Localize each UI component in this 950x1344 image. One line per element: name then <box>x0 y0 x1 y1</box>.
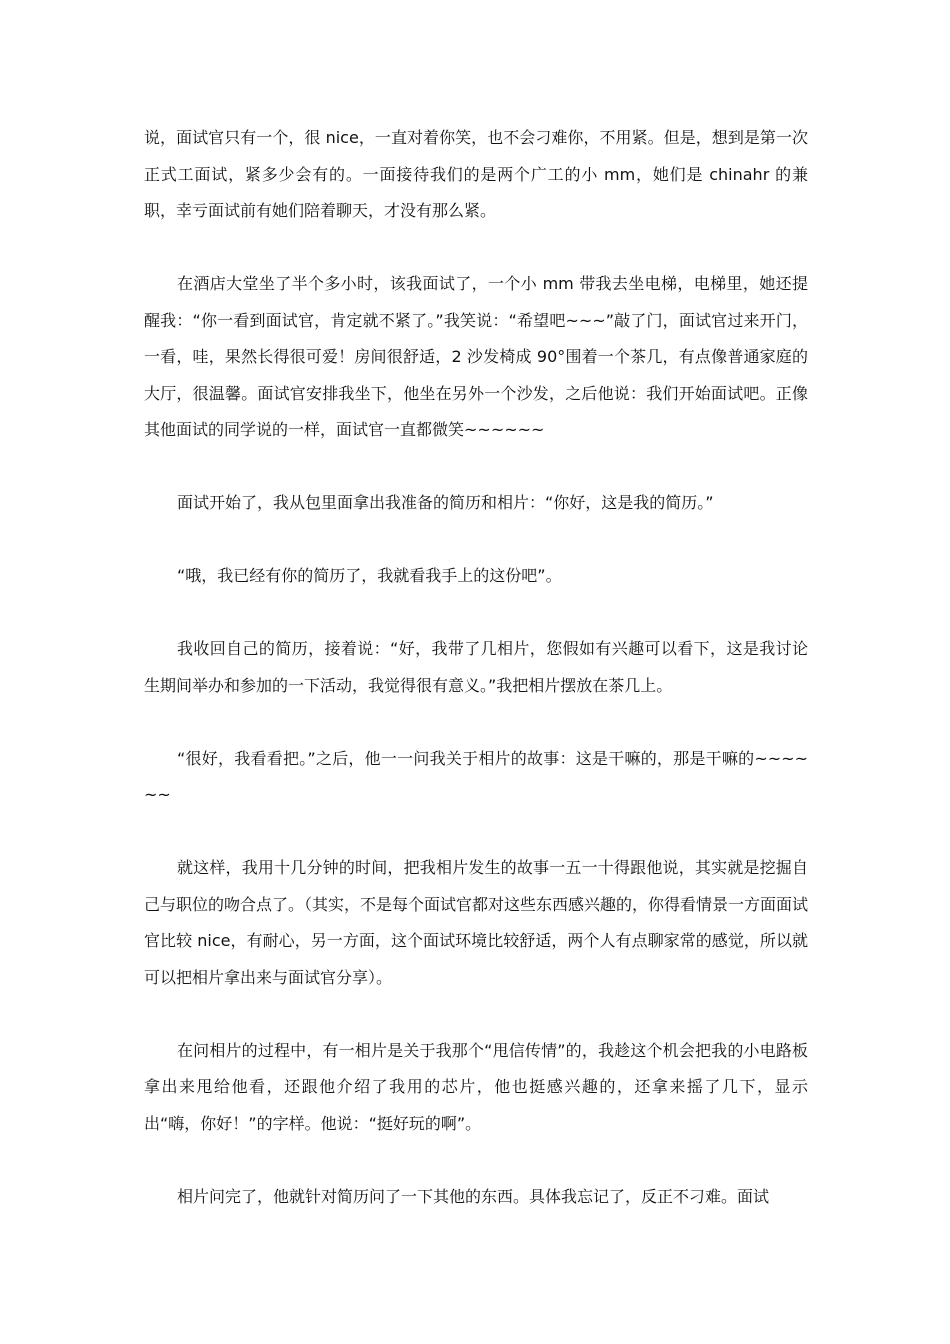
paragraph: “哦，我已经有你的简历了，我就看我手上的这份吧”。 <box>177 566 562 585</box>
paragraph: 我收回自己的简历，接着说：“好，我带了几相片，您假如有兴趣可以看下，这是我讨论生期间举办和参加的一下活动，我觉得很有意义。”我把相片摆放在茶几上。 <box>144 639 808 695</box>
paragraph: 相片问完了，他就针对简历问了一下其他的东西。具体我忘记了，反正不刁难。面试 <box>177 1186 770 1206</box>
document-body <box>144 120 808 1252</box>
paragraph: 就这样，我用十几分钟的时间，把我相片发生的故事一五一十得跟他说，其实就是挖掘自己与职位的吻合点了。（其实，不是每个面试官都对这些东西感兴趣的，你得看情景一方面面试官比较 nice，有耐心，另一方面，这个面试环境比较舒适，两个人有点聊家常的感觉，所以就可以把相片拿出来与面试官分享）。 <box>144 858 809 987</box>
paragraph: 说，面试官只有一个，很 nice，一直对着你笑，也不会刁难你，不用紧。但是，想到是第一次正式工面试，紧多少会有的。一面接待我们的是两个广工的小 mm，她们是 chinahr 的兼职，幸亏面试前有她们陪着聊天，才没有那么紧。 <box>144 128 808 220</box>
paragraph: 在酒店大堂坐了半个多小时，该我面试了，一个小 mm 带我去坐电梯，电梯里，她还提醒我：“你一看到面试官，肯定就不紧了。”我笑说：“希望吧~~~”敲了门，面试官过来开门，一看，哇，果然长得很可爱！房间很舒适，2 沙发椅成 90°围着一个茶几，有点像普通家庭的大厅，很温馨。面试官安排我坐下，他坐在另外一个沙发，之后他说：我们开始面试吧。正像其他面试的同学说的一样，面试官一直都微笑~~~~~~ <box>144 274 808 439</box>
paragraph: 面试开始了，我从包里面拿出我准备的简历和相片：“你好，这是我的简历。” <box>177 493 714 512</box>
paragraph: “很好，我看看把。”之后，他一一问我关于相片的故事：这是干嘛的，那是干嘛的~~~~~~ <box>144 748 808 804</box>
paragraph: 在问相片的过程中，有一相片是关于我那个“甩信传情”的，我趁这个机会把我的小电路板拿出来甩给他看，还跟他介绍了我用的芯片，他也挺感兴趣的，还拿来摇了几下，显示出“嗨，你好！”的字样。他说：“挺好玩的啊”。 <box>144 1040 808 1133</box>
